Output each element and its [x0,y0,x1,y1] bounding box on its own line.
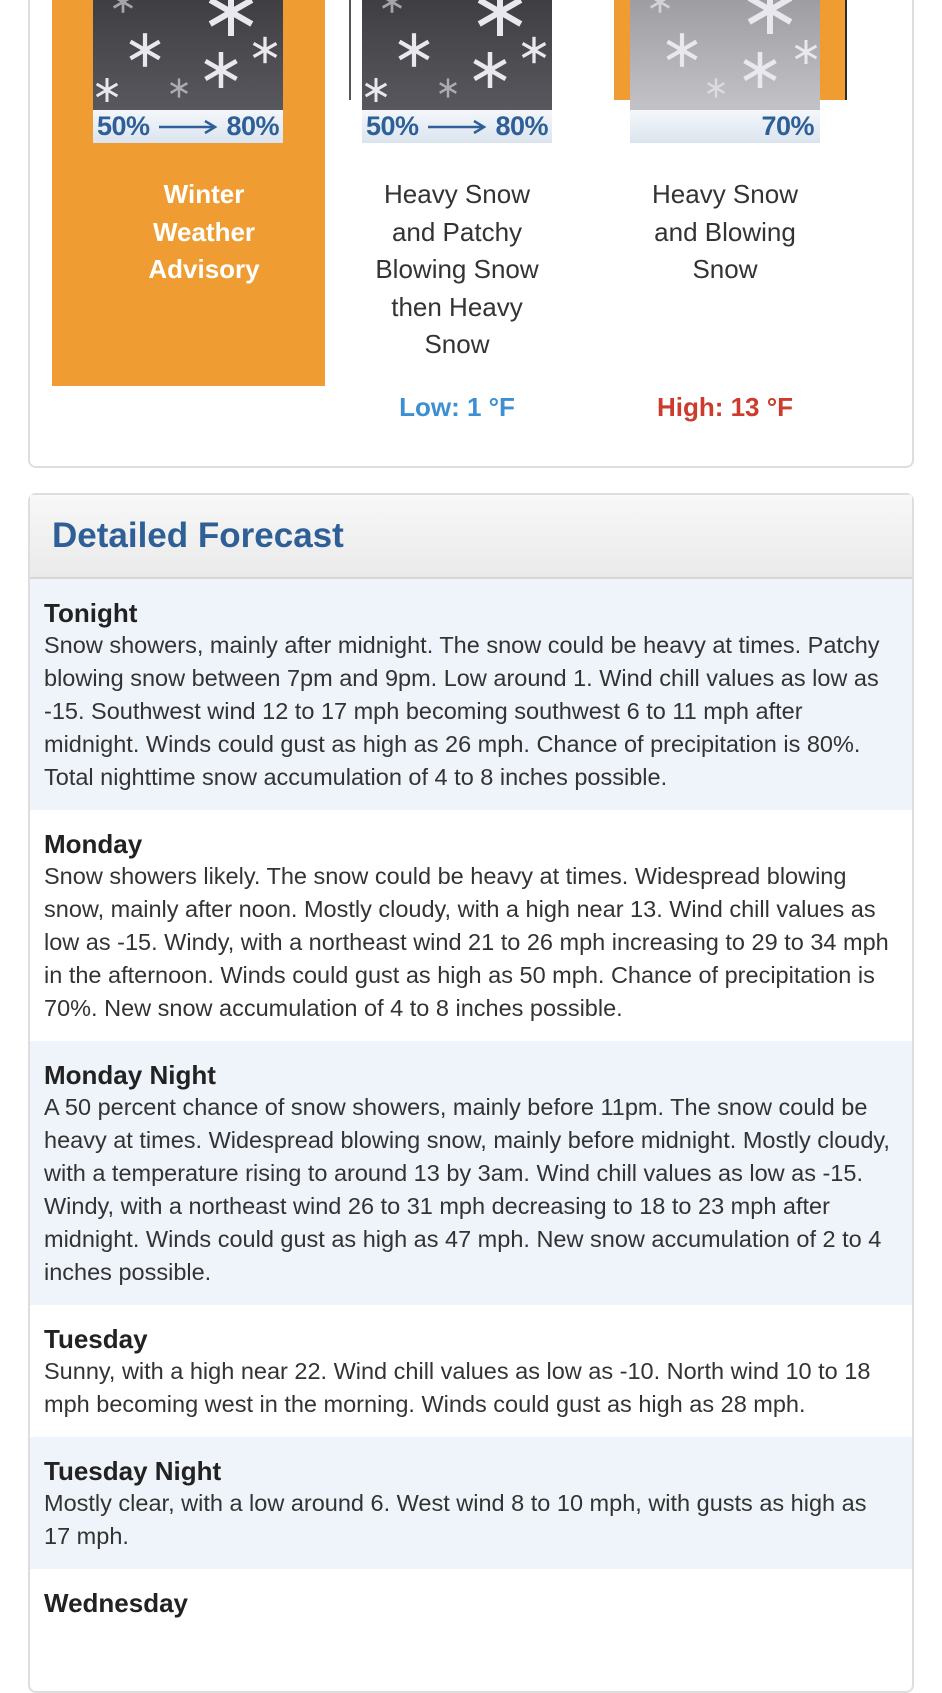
forecast-row [30,579,912,810]
detailed-forecast-header [30,495,912,579]
forecast-period-label: Monday [44,829,143,859]
forecast-period-text: Mostly clear, with a low around 6. West wind 8 to 10 mph, with gusts as high as 17 mph. [44,1490,867,1549]
forecast-period-text: Snow showers likely. The snow could be heavy at times. Widespread blowing snow, mainly after noon. Mostly cloudy, with a high near 13. Wind chill values as low as -15. Windy, with a northeast wind 21 to 26 mph increasing to 29 to 34 mph in the afternoon. Winds could gust as high as 50 mph. Chance of precipitation is 70%. New snow accumulation of 4 to 8 inches possible. [44,863,889,1021]
description-line: Heavy Snow [652,179,798,209]
forecast-period-label: Tuesday Night [44,1456,222,1486]
forecast-row [30,1569,912,1635]
divider-line [349,0,351,100]
forecast-strip [28,0,914,468]
precip-to: 80% [495,111,548,141]
description-line: and Patchy [391,216,523,247]
period-description-tonight [342,176,572,364]
forecast-period-label: Wednesday [44,1588,189,1618]
forecast-row [30,1305,912,1437]
forecast-period-label: Monday Night [44,1060,216,1090]
description-line: Winter [163,179,245,209]
forecast-tile-advisory[interactable] [93,0,283,143]
snow-icon [362,0,552,112]
forecast-period-text: Snow showers, mainly after midnight. The snow could be heavy at times. Patchy blowing snow between 7pm and 9pm. Low around 1. Wind chill values as low as -15. Southwest wind 12 to 17 mph becoming southwest 6 to 11 mph after midnight. Winds could gust as high as 26 mph. Chance of precipitation is 80%. Total nighttime snow accumulation of 4 to 8 inches possible. [44,632,880,790]
precip-chance-label [93,110,283,143]
low-temperature: Low: 1 °F [399,392,515,422]
arrow-right-icon [426,119,488,135]
forecast-tile-monday[interactable] [630,0,820,143]
period-description-monday [610,176,840,289]
precip-chance-label: 70% [630,110,820,143]
description-line: Blowing Snow [375,254,539,284]
precip-from: 50% [366,111,419,141]
precip-from: 50% [97,111,150,141]
detailed-forecast-title: Detailed Forecast [52,516,344,555]
forecast-tile-tonight[interactable] [362,0,552,143]
description-line: Weather [152,216,256,247]
advisory-bar-edge [845,0,847,100]
description-line: then Heavy [391,291,523,322]
snow-icon [93,0,283,112]
description-line: Advisory [148,254,260,284]
forecast-period-text: Sunny, with a high near 22. Wind chill values as low as -10. North wind 10 to 18 mph becoming west in the morning. Winds could gust as high as 28 mph. [44,1358,871,1417]
forecast-period-label: Tuesday [44,1324,148,1354]
arrow-right-icon [157,119,219,135]
description-line: Heavy Snow [384,179,530,209]
forecast-row [30,1041,912,1305]
description-line: Snow [692,254,758,284]
forecast-row [30,810,912,1041]
detailed-forecast-panel [28,493,914,1693]
period-description-advisory[interactable] [89,176,319,289]
precip-to: 80% [226,111,279,141]
snow-icon [630,0,820,112]
description-line: and Blowing [654,216,796,247]
forecast-period-label: Tonight [44,598,138,628]
precip-chance-label [362,110,552,143]
forecast-row [30,1437,912,1569]
high-temperature: High: 13 °F [656,392,794,422]
description-line: Snow [424,329,490,359]
forecast-period-text: A 50 percent chance of snow showers, mainly before 11pm. The snow could be heavy at times. Widespread blowing snow, mainly before midnight. Mostly cloudy, with a temperature rising to around 13 by 3am. Wind chill values as low as -15. Windy, with a northeast wind 26 to 31 mph decreasing to 18 to 23 mph after midnight. Winds could gust as high as 47 mph. New snow accumulation of 2 to 4 inches possible. [44,1094,890,1285]
